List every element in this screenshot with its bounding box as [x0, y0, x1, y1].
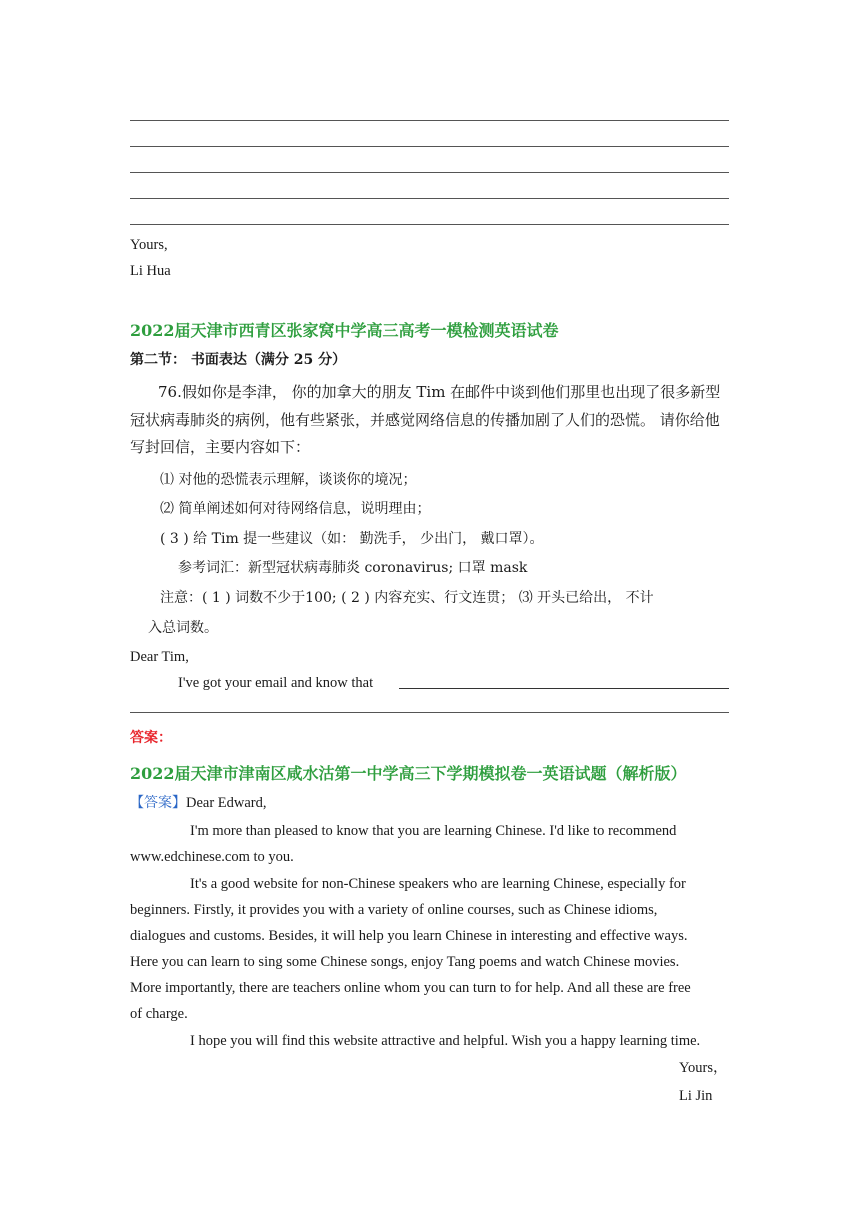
requirement-item: ( 3 ) 给 Tim 提一些建议（如： 勤洗手， 少出门， 戴口罩）。: [160, 531, 544, 547]
writing-line: [130, 172, 729, 173]
answer-paragraph-line: I hope you will find this website attractive and helpful. Wish you a happy learning time.: [190, 1033, 701, 1049]
answer-greeting: Dear Edward,: [186, 795, 267, 811]
vocabulary-hint: 参考词汇：新型冠状病毒肺炎 coronavirus; 口罩 mask: [178, 560, 528, 576]
answer-signature: Li Jin: [679, 1088, 713, 1104]
writing-line: [130, 712, 729, 713]
letter-greeting: Dear Tim,: [130, 649, 189, 665]
answer-paragraph-line: dialogues and customs. Besides, it will help you learn Chinese in interesting and effective ways.: [130, 928, 688, 944]
answer-greeting-line: [130, 794, 267, 812]
answer-paragraph-line: It's a good website for non-Chinese speakers who are learning Chinese, especially for: [190, 876, 686, 892]
writing-line: [130, 120, 729, 121]
note-line: 入总词数。: [148, 620, 218, 636]
answer-tag: 【答案】: [130, 795, 186, 811]
writing-line: [130, 224, 729, 225]
requirement-item: ⑵ 简单阐述如何对待网络信息，说明理由；: [160, 501, 431, 517]
answer-paragraph-line: of charge.: [130, 1006, 188, 1022]
answer-paragraph-line: www.edchinese.com to you.: [130, 849, 294, 865]
answer-blank: [399, 688, 729, 689]
answer-paragraph-line: Here you can learn to sing some Chinese songs, enjoy Tang poems and watch Chinese movies.: [130, 954, 680, 970]
prompt-line: 冠状病毒肺炎的病例，他有些紧张，并感觉网络信息的传播加剧了人们的恐慌。 请你给他: [130, 411, 720, 429]
requirement-item: ⑴ 对他的恐慌表示理解，谈谈你的境况；: [160, 472, 417, 488]
answer-sign-off: Yours，: [679, 1060, 728, 1076]
answer-paragraph-line: I'm more than pleased to know that you are learning Chinese. I'd like to recommend: [190, 823, 677, 839]
answer-label: 答案：: [130, 730, 172, 746]
exam-title: 2022届天津市西青区张家窝中学高三高考一模检测英语试卷: [130, 321, 559, 340]
writing-line: [130, 198, 729, 199]
letter-signature: Li Hua: [130, 263, 171, 279]
letter-sign-off: Yours,: [130, 237, 168, 253]
note-line: 注意：( 1 ) 词数不少于100; ( 2 ) 内容充实、行文连贯； ⑶ 开头已给出， 不计: [160, 590, 654, 606]
prompt-line: 76.假如你是李津， 你的加拿大的朋友 Tim 在邮件中谈到他们那里也出现了很多新型: [158, 383, 721, 401]
answer-paragraph-line: More importantly, there are teachers online whom you can turn to for help. And all these are free: [130, 980, 691, 996]
answer-paragraph-line: beginners. Firstly, it provides you with a variety of online courses, such as Chinese idioms,: [130, 902, 658, 918]
prompt-line: 写封回信，主要内容如下：: [130, 438, 311, 456]
letter-opening: I've got your email and know that: [178, 675, 374, 691]
answer-source-title: 2022届天津市津南区咸水沽第一中学高三下学期模拟卷一英语试题（解析版）: [130, 764, 687, 783]
section-heading: 第二节： 书面表达（满分 25 分）: [130, 352, 347, 368]
writing-line: [130, 146, 729, 147]
